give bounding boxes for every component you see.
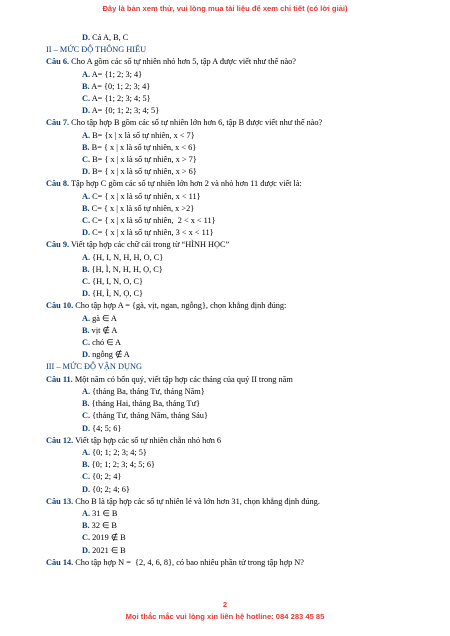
option-text: {tháng Ba, tháng Tư, tháng Năm} — [90, 386, 205, 396]
option-letter: D. — [82, 350, 91, 360]
option-text: 2021 ∈ B — [90, 545, 126, 555]
option-letter: A. — [82, 69, 91, 79]
question — [0, 117, 450, 129]
option-text: 32 ∈ B — [89, 521, 117, 531]
option-letter: A. — [82, 447, 91, 457]
preview-notice-header: Đây là bản xem thử, vui lòng mua tài liệu để xem chi tiết (có lời giải) — [102, 4, 348, 13]
question-text: Tập hợp C gồm các số tự nhiên lớn hơn 2 và nhỏ hơn 11 được viết là: — [69, 179, 302, 189]
answer-option — [0, 520, 450, 532]
question-number: Câu 6. — [46, 57, 70, 67]
question — [0, 239, 450, 251]
option-letter: B. — [82, 460, 90, 470]
answer-option — [0, 93, 450, 105]
option-text: B= { x | x là số tự nhiên, x < 6} — [89, 142, 197, 152]
option-letter: D. — [82, 545, 91, 555]
answer-option — [0, 154, 450, 166]
question — [0, 178, 450, 190]
answer-option — [0, 81, 450, 93]
question-text: Cho A gồm các số tự nhiên nhỏ hơn 5, tập A được viết như thế nào? — [69, 57, 296, 67]
answer-option — [0, 203, 450, 215]
answer-option — [0, 130, 450, 142]
page-number: 2 — [222, 600, 228, 609]
question — [0, 557, 450, 569]
option-text: {tháng Tư, tháng Năm, tháng Sáu} — [90, 411, 208, 421]
question-text: Cho tập hợp A = {gà, vịt, ngan, ngỗng}, chọn khẳng định đúng: — [73, 301, 287, 311]
option-text: B= {x | x là số tự nhiên, x < 7} — [90, 130, 195, 140]
option-letter: A. — [82, 313, 91, 323]
answer-option — [0, 215, 450, 227]
question-text: Viết tập hợp các chữ cái trong từ “HÌNH HỌC” — [69, 240, 230, 250]
option-text: {H, Ì, N, Ọ, C} — [90, 289, 143, 299]
question-number: Câu 10. — [46, 301, 74, 311]
answer-option — [0, 398, 450, 410]
answer-option — [0, 471, 450, 483]
option-text: {H, Ì, N, H, H, Ọ, C} — [89, 264, 163, 274]
option-letter: A. — [82, 386, 91, 396]
question-text: Cho B là tập hợp các số tự nhiên lẻ và lớn hơn 31, chọn khẳng định đúng. — [73, 496, 320, 506]
question-text: Viết tập hợp các số tự nhiên chẵn nhỏ hơn 6 — [73, 435, 222, 445]
option-letter: A. — [82, 130, 91, 140]
option-letter: C. — [82, 216, 91, 226]
option-text: A= {0; 1; 2; 3; 4} — [89, 81, 151, 91]
option-letter: C. — [82, 338, 91, 348]
option-letter: A. — [82, 252, 91, 262]
answer-option — [0, 484, 450, 496]
option-text: {tháng Hai, tháng Ba, tháng Tư} — [89, 399, 201, 409]
option-text: 2019 ∉ B — [90, 533, 126, 543]
answer-option — [0, 276, 450, 288]
document-body — [0, 32, 450, 569]
answer-option — [0, 349, 450, 361]
option-text: {0; 2; 4} — [90, 472, 122, 482]
question — [0, 496, 450, 508]
option-text: chó ∈ A — [90, 338, 122, 348]
option-letter: B. — [82, 264, 90, 274]
hotline-footer: Mọi thắc mắc vui lòng xin liên hệ hotline: 084 283 45 85 — [125, 612, 325, 621]
question-number: Câu 13. — [46, 496, 74, 506]
option-text: {H, I, N, O, C} — [90, 277, 143, 287]
option-text: B= { x | x là số tự nhiên, x > 7} — [90, 155, 197, 165]
answer-option — [0, 447, 450, 459]
answer-option — [0, 264, 450, 276]
option-letter: B. — [82, 203, 90, 213]
option-text: C= { x | x là số tự nhiên, x < 11} — [90, 191, 201, 201]
answer-option — [0, 69, 450, 81]
option-letter: C. — [82, 411, 91, 421]
section-heading: II – MỨC ĐỘ THÔNG HIỂU — [46, 45, 147, 55]
option-letter: B. — [82, 325, 90, 335]
answer-option — [0, 191, 450, 203]
option-letter: B. — [82, 399, 90, 409]
option-text: C= { x | x là số tự nhiên, x >2} — [89, 203, 195, 213]
option-text: {4; 5; 6} — [90, 423, 122, 433]
option-text: B= { x | x là số tự nhiên, x > 6} — [90, 167, 197, 177]
option-letter: B. — [82, 81, 90, 91]
option-text: ngỗng ∉ A — [90, 350, 130, 360]
question-text: Một năm có bốn quý, viết tập hợp các tháng của quý II trong năm — [72, 374, 293, 384]
answer-option — [0, 252, 450, 264]
answer-option — [0, 227, 450, 239]
answer-option — [0, 105, 450, 117]
option-text: C= { x | x là số tự nhiên, 2 < x < 11} — [90, 216, 216, 226]
question-text: Cho tập hợp B gồm các số tự nhiên lớn hơn 6, tập B được viết như thế nào? — [69, 118, 323, 128]
option-letter: D. — [82, 484, 91, 494]
option-letter: D. — [82, 289, 91, 299]
option-text: {0; 1; 2; 3; 4; 5; 6} — [89, 460, 155, 470]
question-number: Câu 12. — [46, 435, 74, 445]
answer-option — [0, 142, 450, 154]
answer-option — [0, 337, 450, 349]
question — [0, 435, 450, 447]
option-letter: B. — [82, 521, 90, 531]
option-letter: C. — [82, 94, 91, 104]
option-text: gà ∈ A — [90, 313, 117, 323]
option-text: A= {1; 2; 3; 4; 5} — [90, 94, 151, 104]
answer-option — [0, 410, 450, 422]
option-letter: C. — [82, 533, 91, 543]
option-text: A= {0; 1; 2; 3; 4; 5} — [90, 106, 160, 116]
answer-option — [0, 532, 450, 544]
answer-option — [0, 166, 450, 178]
question — [0, 56, 450, 68]
question — [0, 300, 450, 312]
question-number: Câu 7. — [46, 118, 70, 128]
answer-option — [0, 32, 450, 44]
option-letter: A. — [82, 508, 91, 518]
answer-option — [0, 313, 450, 325]
option-letter: D. — [82, 423, 91, 433]
section-heading: III – MỨC ĐỘ VẬN DỤNG — [46, 362, 142, 372]
option-text: {0; 2; 4; 6} — [90, 484, 130, 494]
answer-option — [0, 423, 450, 435]
answer-option — [0, 508, 450, 520]
option-letter: A. — [82, 191, 91, 201]
question-number: Câu 9. — [46, 240, 70, 250]
option-letter: D. — [82, 33, 91, 42]
option-letter: D. — [82, 228, 91, 238]
question-number: Câu 11. — [46, 374, 73, 384]
option-text: 31 ∈ B — [90, 508, 118, 518]
answer-option — [0, 325, 450, 337]
question-number: Câu 14. — [46, 557, 74, 567]
option-letter: C. — [82, 277, 91, 287]
option-text: {0; 1; 2; 3; 4; 5} — [90, 447, 147, 457]
option-letter: D. — [82, 167, 91, 177]
option-text: C= { x | x là số tự nhiên, 3 < x < 11} — [90, 228, 214, 238]
option-text: Cả A, B, C — [90, 33, 129, 42]
option-letter: C. — [82, 155, 91, 165]
answer-option — [0, 386, 450, 398]
option-text: vịt ∉ A — [89, 325, 118, 335]
option-text: A= {1; 2; 3; 4} — [90, 69, 143, 79]
option-letter: C. — [82, 472, 91, 482]
answer-option — [0, 288, 450, 300]
question-text: Cho tập hợp N = {2, 4, 6, 8}, có bao nhiêu phần tử trong tập hợp N? — [73, 557, 304, 567]
question — [0, 374, 450, 386]
option-letter: B. — [82, 142, 90, 152]
answer-option — [0, 545, 450, 557]
option-letter: D. — [82, 106, 91, 116]
question-number: Câu 8. — [46, 179, 70, 189]
answer-option — [0, 459, 450, 471]
option-text: {H, I, N, H, H, O, C} — [90, 252, 164, 262]
